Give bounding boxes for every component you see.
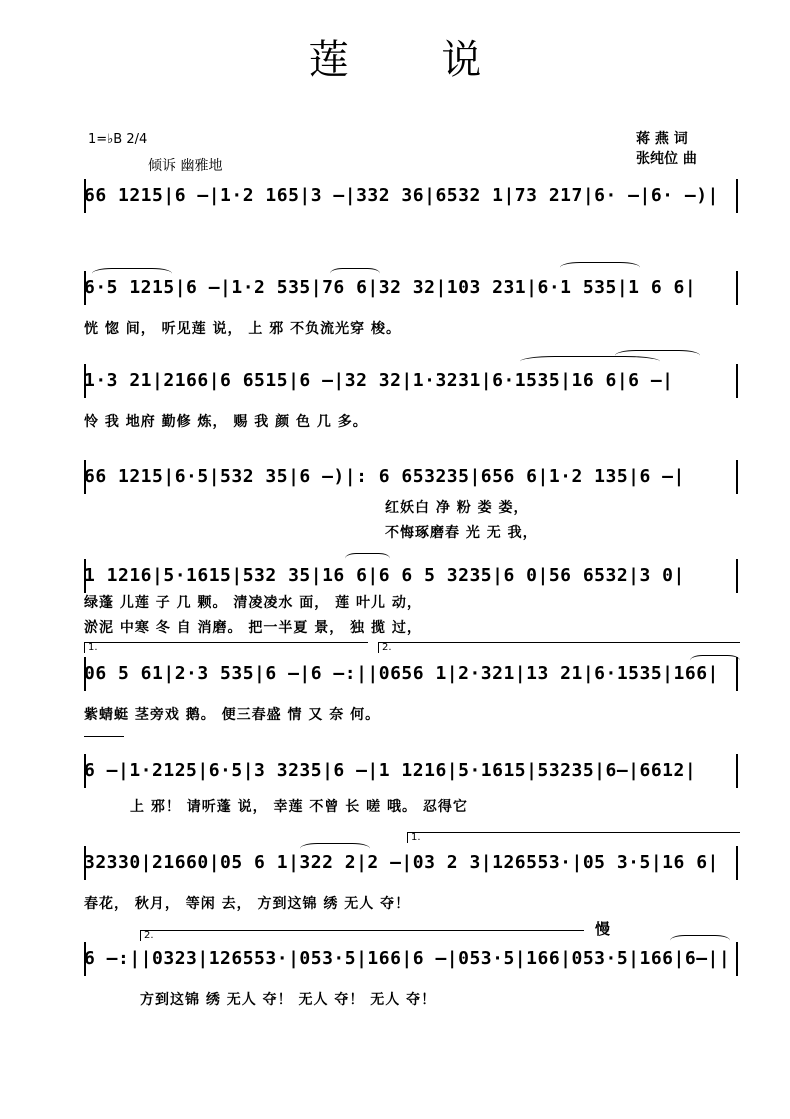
score-system-5	[0, 565, 790, 595]
notes-line: 6 –|1·2125|6·5|3 3235|6 –|1 1216|5·1615|53235|6–|6612|	[84, 760, 697, 781]
lyric-line: 不悔琢磨春 光 无 我，	[385, 525, 538, 541]
lyric-line: 红妖白 净 粉 娄 娄，	[385, 500, 529, 516]
lyric-line: 绿蓬 儿莲 子 几 颗。 清凌凌水 面， 莲 叶儿 动，	[84, 595, 422, 611]
score-system-1	[0, 185, 790, 215]
notes-line: 66 1215|6 –|1·2 165|3 –|332 36|6532 1|73 217|6· –|6· –)|	[84, 185, 719, 206]
volta-bracket-3: 1.	[407, 832, 740, 843]
score-system-9	[0, 948, 790, 978]
volta-bracket-1: 1.	[84, 642, 368, 653]
notes-line: 66 1215|6·5|532 35|6 –)|: 6 653235|656 6|1·2 135|6 –|	[84, 466, 685, 487]
lyric-line: 恍 惚 间， 听见莲 说， 上 邪 不负流光穿 梭。	[84, 321, 401, 337]
notes-line: 6·5 1215|6 –|1·2 535|76 6|32 32|103 231|6·1 535|1 6 6|	[84, 277, 697, 298]
notes-line: 1·3 21|2166|6 6515|6 –|32 32|1·3231|6·1535|16 6|6 –|	[84, 370, 674, 391]
notes-line: 6 –:||0323|126553·|053·5|166|6 –|053·5|166|053·5|166|6–||	[84, 948, 731, 969]
lyric-line: 上 邪！ 请听蓬 说， 幸莲 不曾 长 嗟 哦。 忍得它	[130, 799, 468, 815]
song-title: 莲 说	[308, 37, 522, 83]
tempo-marking: 倾诉 幽雅地	[148, 158, 223, 174]
notes-line: 06 5 61|2·3 535|6 –|6 –:||0656 1|2·321|13 21|6·1535|166|	[84, 663, 719, 684]
score-system-2	[0, 277, 790, 307]
lyric-line: 紫蜻蜓 茎旁戏 鹅。 便三春盛 情 又 奈 何。	[84, 707, 381, 723]
score-system-6	[0, 663, 790, 693]
score-system-3	[0, 370, 790, 400]
volta-bracket-2: 2.	[378, 642, 740, 653]
expression-marking: 慢	[595, 920, 611, 938]
lyric-line: 方到这锦 绣 无人 夺！ 无人 夺！ 无人 夺！	[140, 992, 437, 1008]
volta-bracket-4: 2.	[140, 930, 584, 941]
score-system-8	[0, 852, 790, 882]
slur	[560, 262, 640, 273]
lyric-line: 淤泥 中寒 冬 自 消磨。 把一半夏 景， 独 揽 过，	[84, 620, 422, 636]
slur	[345, 553, 390, 564]
notes-line: 1 1216|5·1615|532 35|16 6|6 6 5 3235|6 0|56 6532|3 0|	[84, 565, 685, 586]
slur	[670, 935, 730, 946]
lyricist-credit: 蒋 燕 词	[636, 131, 688, 147]
notes-line: 32330|21660|05 6 1|322 2|2 –|03 2 3|126553·|05 3·5|16 6|	[84, 852, 719, 873]
lyric-line: 春花， 秋月， 等闲 去， 方到这锦 绣 无人 夺！	[84, 896, 411, 912]
slur	[615, 350, 700, 361]
tie-line	[84, 736, 124, 747]
composer-credit: 张纯位 曲	[636, 151, 697, 167]
score-system-4	[0, 466, 790, 496]
score-system-7	[0, 760, 790, 790]
lyric-line: 怜 我 地府 勤修 炼， 赐 我 颜 色 几 多。	[84, 414, 368, 430]
key-signature: 1=♭B 2/4	[88, 132, 148, 147]
